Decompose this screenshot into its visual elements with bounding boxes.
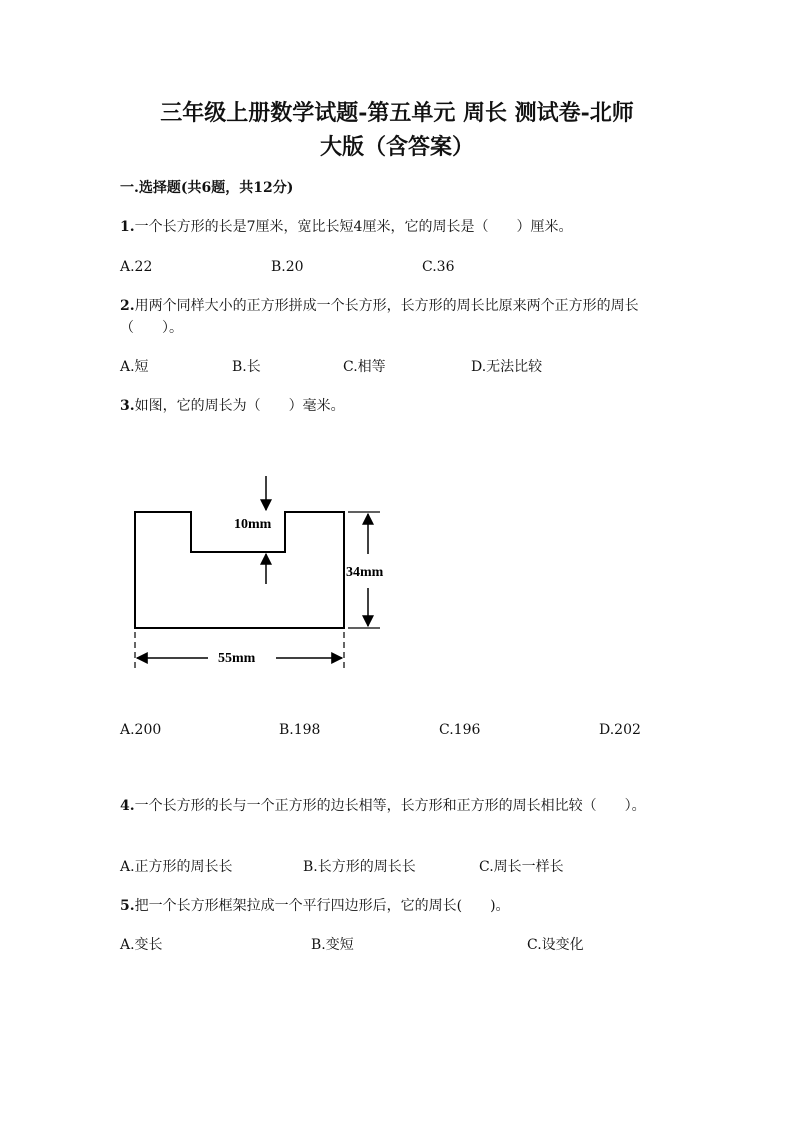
question-3 [120, 395, 680, 417]
title-line-2: 大版（含答案） [319, 134, 474, 160]
question-number: 2. [120, 298, 135, 314]
question-text: 一个长方形的长与一个正方形的边长相等，长方形和正方形的周长相比较（ ）。 [134, 798, 646, 814]
option-b[interactable]: B.长方形的周长长 [303, 859, 416, 875]
option-a[interactable]: A.200 [120, 722, 162, 738]
question-4-options [120, 856, 680, 878]
perimeter-diagram [118, 462, 418, 682]
question-1-options [120, 256, 680, 278]
height-label: 34mm [346, 565, 384, 580]
title-line-1: 三年级上册数学试题-第五单元 周长 测试卷-北师 [160, 100, 634, 126]
option-c[interactable]: C.196 [439, 722, 481, 738]
option-b[interactable]: B.变短 [311, 937, 354, 953]
option-d[interactable]: D.无法比较 [471, 359, 543, 375]
question-5 [120, 895, 680, 917]
option-b[interactable]: B.长 [232, 359, 261, 375]
option-b[interactable]: B.198 [279, 722, 321, 738]
question-number: 5. [120, 898, 135, 914]
section-heading: 一.选择题(共6题，共12分) [120, 180, 294, 196]
question-3-options [120, 719, 680, 741]
option-c[interactable]: C.周长一样长 [479, 859, 564, 875]
option-a[interactable]: A.短 [120, 359, 149, 375]
question-text: 一个长方形的长是7厘米，宽比长短4厘米，它的周长是（ ）厘米。 [134, 219, 573, 235]
width-label: 55mm [218, 651, 256, 666]
option-b[interactable]: B.20 [271, 259, 304, 275]
page-title [100, 96, 694, 164]
question-text: 把一个长方形框架拉成一个平行四边形后，它的周长( )。 [134, 898, 510, 914]
question-text: 如图，它的周长为（ ）毫米。 [134, 398, 345, 414]
perimeter-figure [118, 462, 418, 686]
question-text: 用两个同样大小的正方形拼成一个长方形，长方形的周长比原来两个正方形的周长（ ）。 [120, 298, 639, 336]
option-c[interactable]: C.36 [422, 259, 455, 275]
option-d[interactable]: D.202 [599, 722, 641, 738]
option-a[interactable]: A.正方形的周长长 [120, 859, 233, 875]
question-2 [120, 295, 680, 339]
question-2-options [120, 356, 680, 378]
option-c[interactable]: C.相等 [343, 359, 386, 375]
question-number: 1. [120, 219, 135, 235]
option-a[interactable]: A.22 [120, 259, 153, 275]
option-a[interactable]: A.变长 [120, 937, 163, 953]
question-number: 4. [120, 798, 135, 814]
question-5-options [120, 934, 680, 956]
question-4 [120, 795, 680, 817]
question-1 [120, 216, 680, 238]
notch-label: 10mm [234, 517, 272, 532]
option-c[interactable]: C.设变化 [527, 937, 584, 953]
question-number: 3. [120, 398, 135, 414]
